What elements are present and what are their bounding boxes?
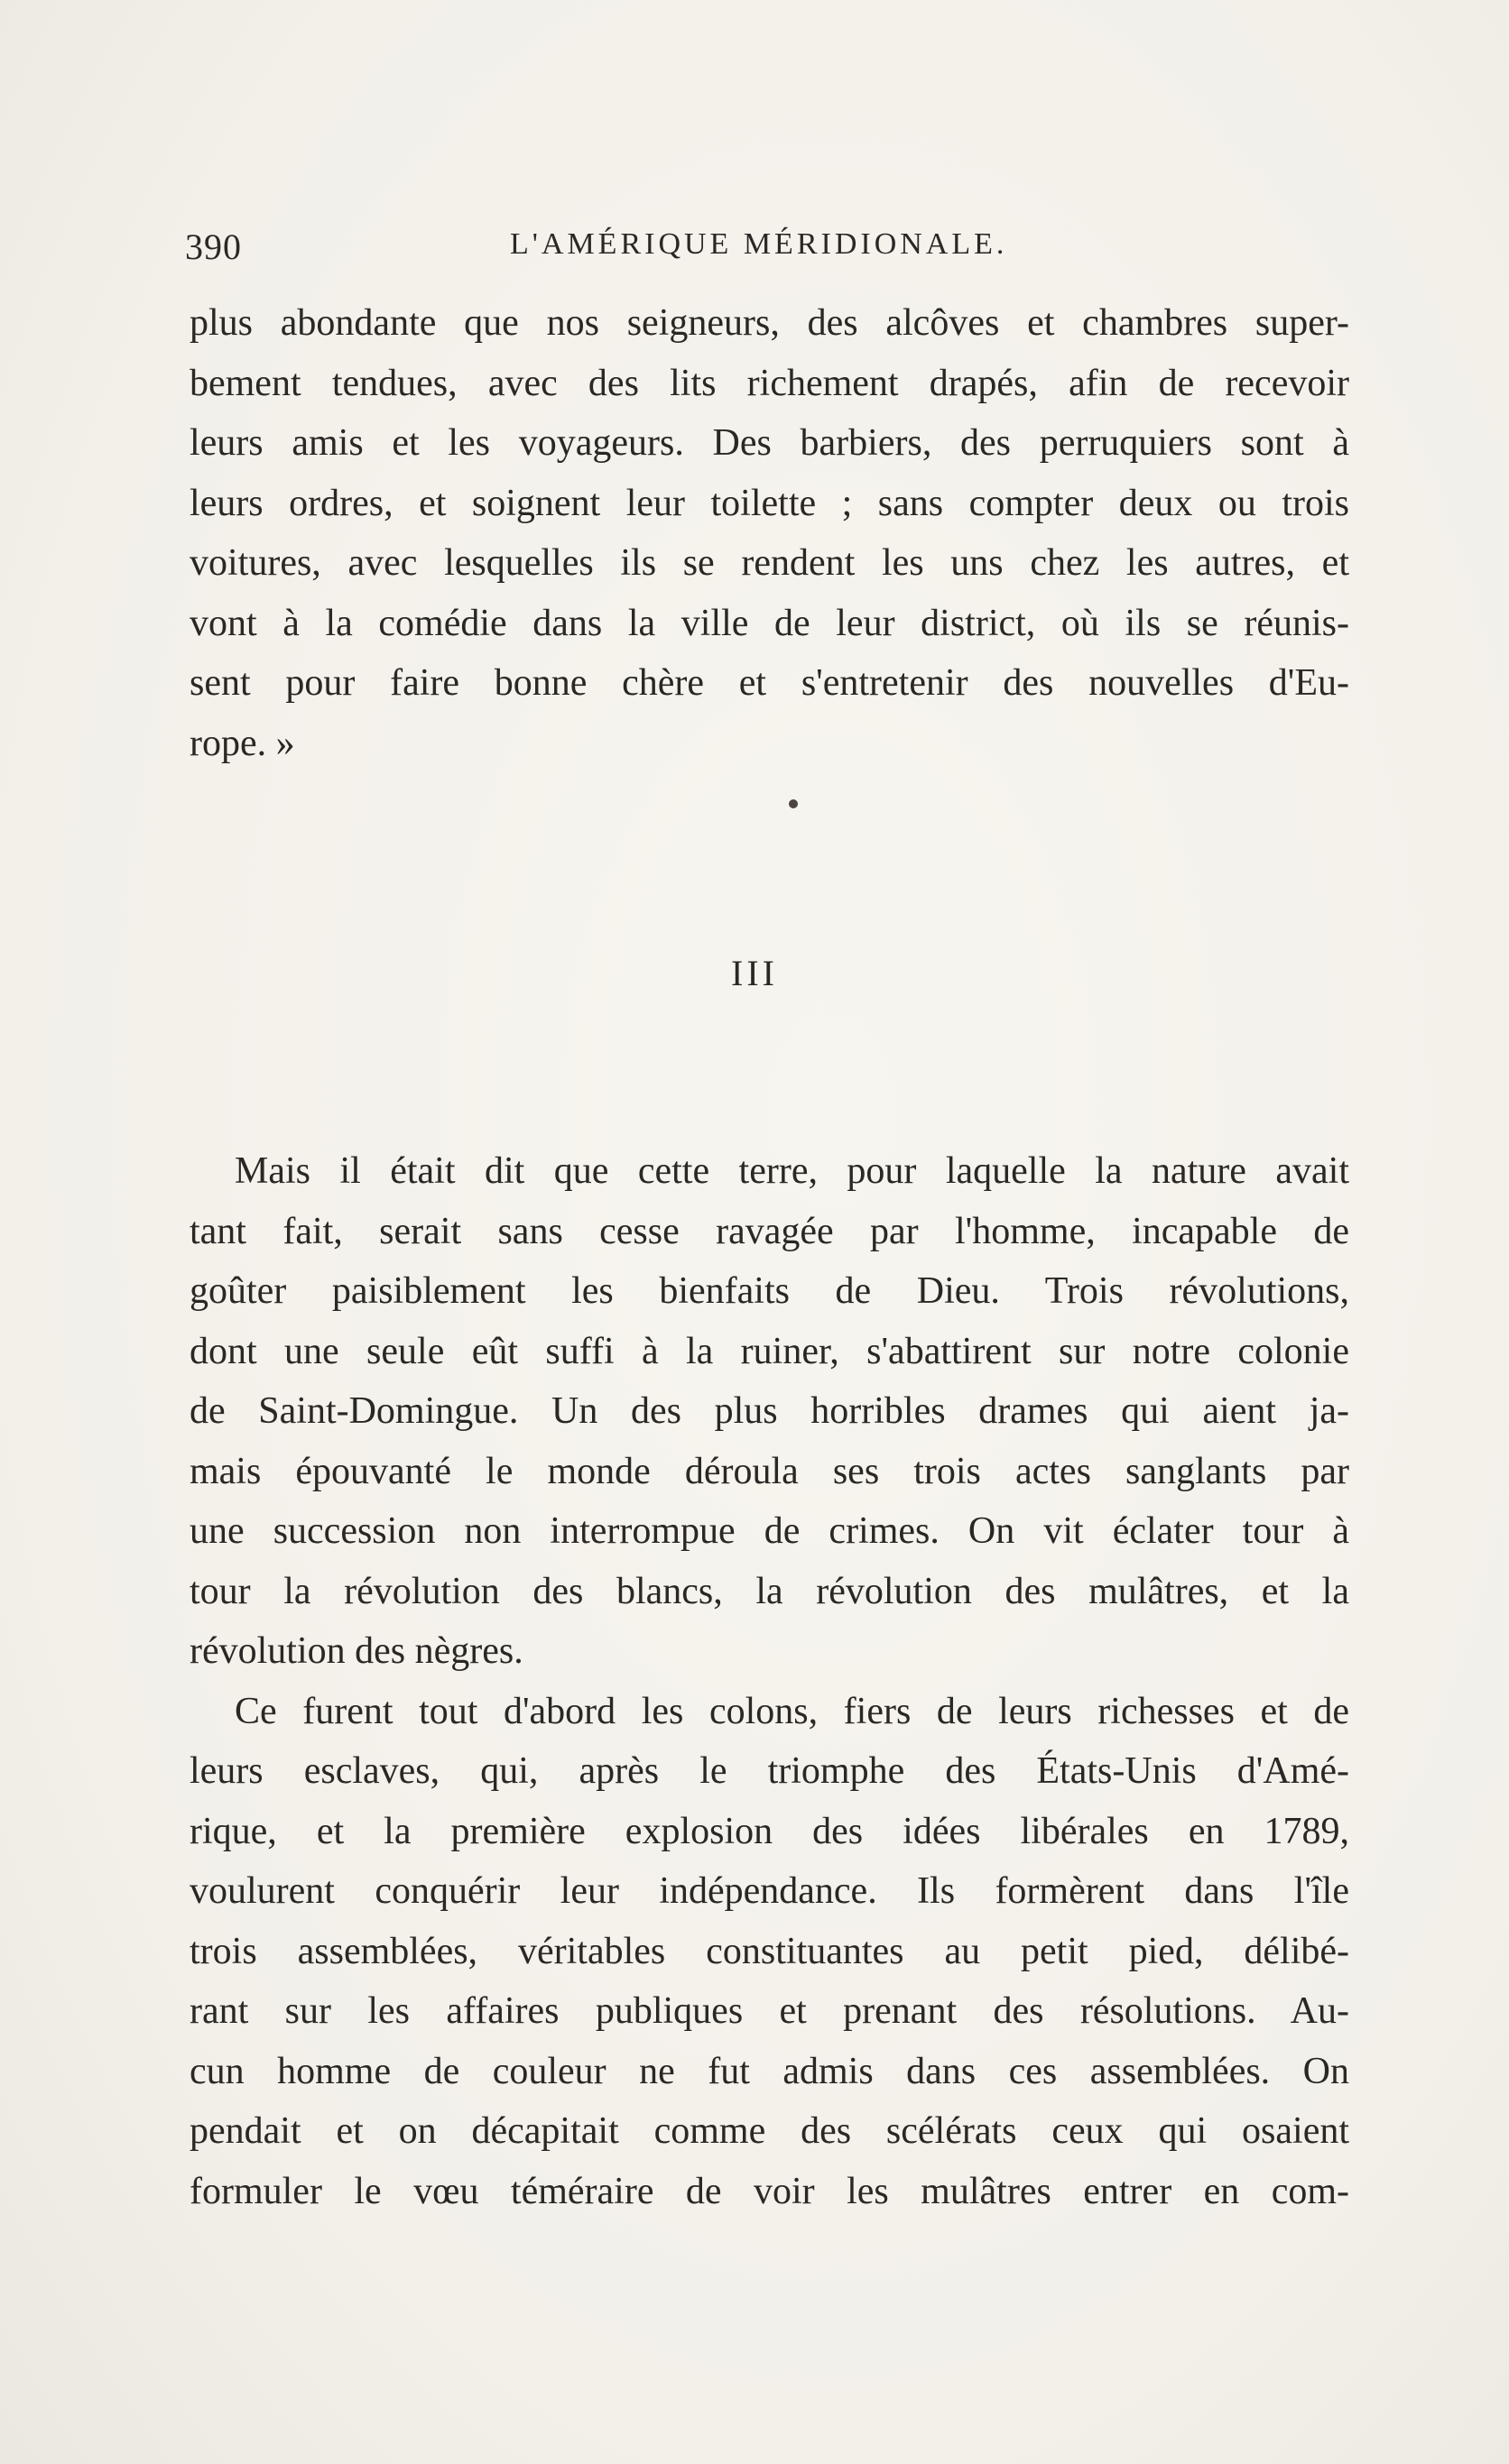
- section-heading: III: [731, 953, 778, 993]
- text-line: tour la révolution des blancs, la révolution des mulâtres, et la: [190, 1570, 1349, 1612]
- text-line: leurs esclaves, qui, après le triomphe des États-Unis d'Amé-: [190, 1750, 1349, 1792]
- text-line: formuler le vœu téméraire de voir les mulâtres entrer en com-: [190, 2170, 1349, 2212]
- text-line: une succession non interrompue de crimes. On vit éclater tour à: [190, 1510, 1349, 1552]
- ink-dot: [789, 799, 798, 808]
- text-line: vont à la comédie dans la ville de leur district, où ils se réunis-: [190, 602, 1349, 644]
- text-line: tant fait, serait sans cesse ravagée par l'homme, incapable de: [190, 1210, 1349, 1252]
- text-line: Mais il était dit que cette terre, pour laquelle la nature avait: [235, 1150, 1349, 1192]
- text-line: goûter paisiblement les bienfaits de Dieu. Trois révolutions,: [190, 1270, 1349, 1312]
- text-line: de Saint-Domingue. Un des plus horribles drames qui aient ja-: [190, 1390, 1349, 1432]
- text-line: pendait et on décapitait comme des scélérats ceux qui osaient: [190, 2110, 1349, 2152]
- page-header: [185, 226, 1349, 271]
- text-line: rant sur les affaires publiques et prenant des résolutions. Au-: [190, 1990, 1349, 2032]
- paragraph-1: [190, 293, 1349, 773]
- text-line: trois assemblées, véritables constituantes au petit pied, délibé-: [190, 1930, 1349, 1972]
- text-line: mais épouvanté le monde déroula ses trois actes sanglants par: [190, 1450, 1349, 1492]
- paragraph-3: [190, 1682, 1349, 2222]
- text-line: leurs ordres, et soignent leur toilette ; sans compter deux ou trois: [190, 482, 1349, 524]
- text-line: sent pour faire bonne chère et s'entretenir des nouvelles d'Eu-: [190, 662, 1349, 704]
- text-line: voulurent conquérir leur indépendance. Ils formèrent dans l'île: [190, 1870, 1349, 1912]
- text-line: rope. »: [190, 722, 295, 764]
- text-line: Ce furent tout d'abord les colons, fiers de leurs richesses et de: [235, 1690, 1349, 1732]
- page-number: 390: [185, 226, 242, 267]
- text-line: rique, et la première explosion des idées libérales en 1789,: [190, 1810, 1349, 1852]
- text-line: cun homme de couleur ne fut admis dans ces assemblées. On: [190, 2050, 1349, 2092]
- paragraphs-block: [190, 1141, 1349, 2221]
- text-line: bement tendues, avec des lits richement drapés, afin de recevoir: [190, 362, 1349, 404]
- text-line: dont une seule eût suffi à la ruiner, s'abattirent sur notre colonie: [190, 1330, 1349, 1372]
- text-line: révolution des nègres.: [190, 1630, 523, 1672]
- text-line: voitures, avec lesquelles ils se rendent les uns chez les autres, et: [190, 542, 1349, 584]
- paragraph-2: [190, 1141, 1349, 1682]
- text-line: leurs amis et les voyageurs. Des barbiers, des perruquiers sont à: [190, 422, 1349, 464]
- text-line: plus abondante que nos seigneurs, des alcôves et chambres super-: [190, 302, 1349, 344]
- running-head: L'AMÉRIQUE MÉRIDIONALE.: [510, 227, 1008, 261]
